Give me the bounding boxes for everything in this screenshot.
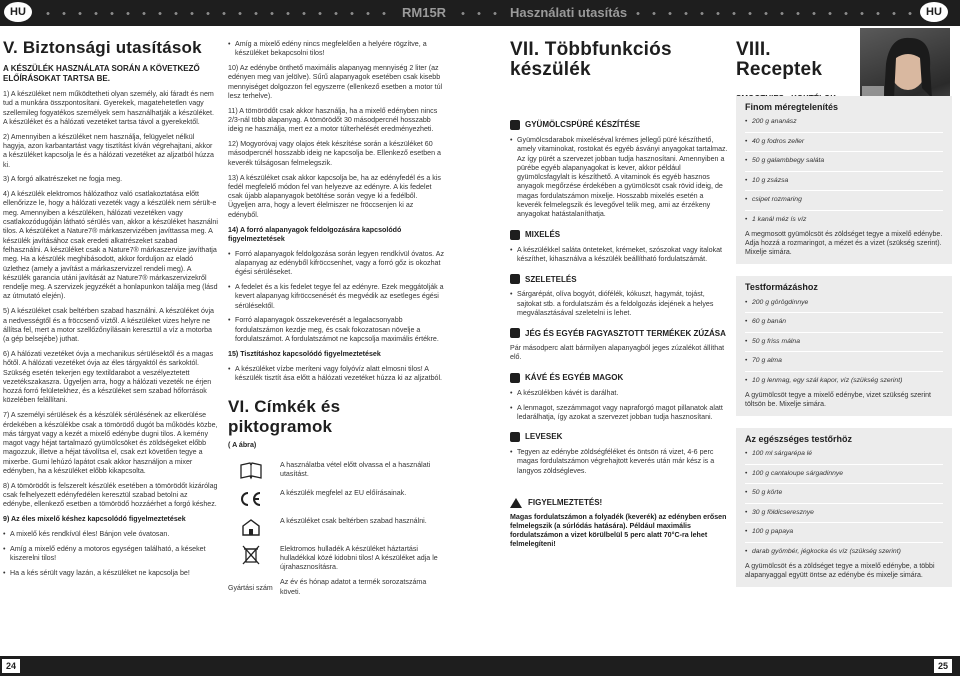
model-name: RM15R <box>402 5 447 20</box>
hot-food-heading: 14) A forró alapanyagok feldolgozására kapcsolódó figyelmeztetések <box>228 225 402 243</box>
warning-text: Magas fordulatszámon a folyadék (keverék) az edényben erősen felmelegszik (a súrlódás hatására). Például maximális fordulatszámon a vizet körülbelül 5 perc alatt 70°C-ra lehet felmelegíteni! <box>510 512 727 549</box>
ingredient: • 40 g fodros zeller <box>745 138 943 153</box>
section-heading <box>510 230 728 240</box>
section-heading <box>510 120 728 130</box>
section-item: • Gyümölcsdarabok mixeléséval krémes jellegű püré készíthető, amely vitaminokat, rostokat és egyéb ásványi anyagokat tartalmaz. Az így pürét a szervezet jobban tudja hasznosítani. Amennyiben a pürébe egyéb alapanyagokat is kever, akkor például gyümölcsfagylalt is készíthető. A vitaminok és egyéb hasznos anyagok megőrzése érdekében a gyümölcsöt csak rövid ideig, de magas fordulatszámon mixelje. Hosszabb mixelés esetén a keverék felmelegszik és levegővel telik meg, ami az érzékeny anyagokat hatástalaníthatja. <box>510 136 728 220</box>
functions-title: VII. Többfunkciós készülék <box>510 39 672 80</box>
ce-mark-icon <box>228 489 274 509</box>
safety-rule: 13) A készüléket csak akkor kapcsolja be, ha az edényfedél és a kis fedél megfelelő módon fel van helyezve az edényre. A kis fedelet csak újabb alapanyagok betöltése során vegye ki a fedélből. Ügyeljen arra, hogy a levert élelmiszer ne fröccsenjen ki az edényből. <box>228 173 441 219</box>
thumbs-up-icon <box>510 230 520 240</box>
page-number-left: 24 <box>2 659 20 673</box>
language-badge-right: HU <box>920 2 948 22</box>
indoor-icon <box>228 517 274 537</box>
ingredient: • darab gyömbér, jégkocka és víz (szükség szerint) <box>745 548 943 557</box>
page-number-right: 25 <box>934 659 952 673</box>
safety-rule: 8) A tömörödőt is felszerelt készülék esetében a tömörödőt kizárólag csak felhelyezett edényfedélen keresztül szabad betolni az edénybe, ellenkező esetben a tömörödő hozzáérhet a forgó késhez. <box>3 481 218 509</box>
recipe-description: A gyümölcsöt tegye a mixelő edénybe, vizet szükség szerint töltsön be. Mixelje simára. <box>745 392 931 409</box>
thumbs-up-icon <box>510 328 520 338</box>
cleaning-heading: 15) Tisztításhoz kapcsolódó figyelmeztetések <box>228 349 381 358</box>
blade-warning-heading: 9) Az éles mixelő késhez kapcsolódó figyelmeztetések <box>3 515 186 524</box>
section-item: • A lenmagot, szezámmagot vagy napraforgó magot pillanatok alatt ledarálhatja, így azokat a szervezet jobban tudja hasznosítani. <box>510 404 728 423</box>
picto-row <box>228 489 446 511</box>
safety-subtitle: A KÉSZÜLÉK HASZNÁLATA SORÁN A KÖVETKEZŐ ELŐÍRÁSOKAT TARTSA BE. <box>3 64 200 83</box>
safety-rule: 12) Mogyoróvaj vagy olajos étek készítése során a készüléket 60 másodpercnél hosszabb ideig ne kapcsolja be. Ellenkező esetben a keverék túlságosan felmelegszik. <box>228 140 441 167</box>
ingredient: • 70 g alma <box>745 357 943 372</box>
recipe-name: Testformázáshoz <box>745 282 818 293</box>
recipe-card <box>736 96 952 264</box>
ingredient: • 50 g galambbegy saláta <box>745 157 943 172</box>
safety-rule: 4) A készülék elektromos hálózathoz való csatlakoztatása előtt ellenőrizze le, hogy a hálózati vezeték vagy a készülék nem sérült-e meg. Amennyiben a készüléken, hálózati vezetéken vagy csatlakozódugóján látható sérülés van, akkor a készüléket használni tilos. A készüléket a Nature7® márkaszervizében javíttassa meg. A készülék javításához csak eredeti alkatrészeket szabad felhasználni. A készüléket csak a Nature7® márkaszervize javíthatja meg. Ha a készülék meghibásodott, akkor forduljon az eladó üzlethez (amely a javítást a márkaszervizzel rendeli meg). A készülék garancia utáni javítását az Nature7® márkaszervizekről rendelje meg. A szervizek jegyzékét a honlapunkon találja meg (lásd az útmutató elején). <box>3 190 218 301</box>
safety-column-2 <box>228 40 446 606</box>
safety-rule: 5) A készüléket csak beltérben szabad használni. A készüléket óvja a nedvességtől és a fröccsenő víztől. A készüléket vizes helyre ne állítsa fel, mert a motor szellőzőnyílásain keresztül a víz a motorba (a gép belsejébe) juthat. <box>3 307 214 344</box>
section-heading <box>510 373 728 383</box>
picto-row <box>228 545 446 573</box>
picto-row <box>228 461 446 483</box>
picto-text: A készüléket csak beltérben szabad használni. <box>280 516 427 525</box>
section-heading-text: LEVESEK <box>525 432 563 442</box>
section-heading-text: KÁVÉ ÉS EGYÉB MAGOK <box>525 373 624 383</box>
warning-heading-text: FIGYELMEZTETÉS! <box>528 497 603 507</box>
section-item: • Tegyen az edénybe zöldségféléket és öntsön rá vizet, 4-6 perc magas fordulatszámon végrehajtott keverés után már kész is a langyos zöldségleves. <box>510 448 728 476</box>
header-dots-left <box>40 12 395 15</box>
section-heading <box>510 432 728 442</box>
book-icon <box>228 461 274 481</box>
ingredient: • 200 g ananász <box>745 118 943 133</box>
thumbs-up-icon <box>510 120 520 130</box>
ingredient: • 100 g cantaloupe sárgadinnye <box>745 470 943 485</box>
safety-rule: 11) A tömörödőt csak akkor használja, ha a mixelő edényben nincs 2/3-nál több alapanyag. A tömörödőt 30 másodpercnél hosszabb ideig ne használja, mert ez a motor túlterhelését eredményezheti. <box>228 106 438 134</box>
picto-text: A használatba vétel előtt olvassa el a használati utasítást. <box>280 460 431 478</box>
ingredient: • 10 g zsázsa <box>745 177 943 192</box>
picto-text: Elektromos hulladék A készüléket háztartási hulladékkal közé kidobni tilos! A készüléket adja le újrahasznosításra. <box>280 544 438 572</box>
picto-row <box>228 517 446 539</box>
figure-reference: ( A ábra) <box>228 441 257 450</box>
safety-rule: 7) A személyi sérülések és a készülék sérülésének az elkerülése érdekében a készülékbe csak a tömörödő dugót ba működés közbe, más tárgyat vagy a kezét a mixelő edénybe dugni tilos. A kemény magot vagy héjat tartalmazó gyümölcsöket és zöldségeket előbb magozzuk, illetve a héjat távolítsa el, csak ezt követően tegye a mixerbe. Gumi lehúzó lapátot csak akkor használjon a mixer edényben, ha a készüléket előbb kikapcsolta. <box>3 411 218 475</box>
warning-heading <box>510 498 728 508</box>
safety-rule: 1) A készüléket nem működtetheti olyan személy, aki fáradt és nem tud a munkára összpontosítani. Gyerekek, magatehetetlen vagy szellemileg fogyatékos személyek sem használhatják a készüléket. A készüléket és a hálózati vezetéket tartsa távol a gyerekektől. <box>3 90 214 126</box>
section-heading <box>510 328 728 338</box>
safety-rule: 6) A hálózati vezetéket óvja a mechanikus sérülésektől és a magas hőtől. A hálózati vezetéket óvja az éles tárgyaktól és sarkoktól. Szükség esetén tekerjen egy textildarabot a veszélyeztetett vezetékszakaszra. Ügyeljen arra, hogy a hálózati vezeték ne érjen hozzá forró felületekhez, és a készüléket sem szabad hőforrások közelében felállítani. <box>3 349 214 405</box>
picto-row <box>228 578 446 600</box>
ingredient: • 50 g friss málna <box>745 338 943 353</box>
warning-icon <box>510 498 522 508</box>
labels-title: VI. Címkék és piktogramok <box>228 397 341 437</box>
recipe-description: A gyümölcsöt és a zöldséget tegye a mixelő edénybe, a többi alapanyaggal együtt öntse az edénybe és mixelje simára. <box>745 563 935 580</box>
ingredient: • csipet rozmaring <box>745 196 943 211</box>
recipe-name: Finom méregtelenítés <box>745 102 839 112</box>
hot-food-item: • Forró alapanyagok feldolgozása során legyen rendkívül óvatos. Az alapanyag az edényből kifröccsenhet, vagy a forró gőz is okozhat égési sérüléseket. <box>228 250 446 278</box>
safety-rule: 2) Amennyiben a készüléket nem használja, felügyelet nélkül hagyja, azon karbantartást vagy tisztítást kíván végrehajtani, akkor a készüléket kapcsolja le és a hálózati vezetéket az aljzatból húzza ki. <box>3 132 214 169</box>
safety-column <box>3 38 218 584</box>
manual-title: Használati utasítás <box>510 5 628 20</box>
lock-warning: • Amíg a mixelő edény nincs megfelelően a helyére rögzítve, a készüléket bekapcsolni tilos! <box>228 40 446 59</box>
page-header <box>0 0 960 26</box>
ingredient: • 100 g papaya <box>745 528 943 543</box>
recipe-description: A megmosott gyümölcsöt és zöldséget tegye a mixelő edénybe. Adja hozzá a rozmaringot, a mézet és a vizet (szükség szerint). Mixelje simára. <box>745 231 943 257</box>
hot-food-item: • Forró alapanyagok összekeverését a legalacsonyabb fordulatszámon kezdje meg, és csak fokozatosan növelje a fordulatszámot. A fordulatszámot ne kapcsolja maximális értékre. <box>228 316 446 344</box>
section-heading-text: MIXELÉS <box>525 230 561 240</box>
blade-warning-item: • A mixelő kés rendkívül éles! Bánjon vele óvatosan. <box>3 530 218 539</box>
blade-warning-item: • Amíg a mixelő edény a motoros egységen található, a késeket kiszerelni tilos! <box>3 545 218 564</box>
picto-text: A készülék megfelel az EU előírásainak. <box>280 488 407 497</box>
ingredient: • 1 kanál méz ís víz <box>745 216 943 225</box>
recipe-card <box>736 428 952 587</box>
hot-food-item: • A fedelet és a kis fedelet tegye fel az edényre. Ezek meggátolják a kevert alapanyag kifröccsenését és megvédik az esetleges égési sérülésektől. <box>228 283 446 311</box>
ingredient: • 10 g lenmag, egy szál kapor, víz (szükség szerint) <box>745 377 943 386</box>
recycle-bin-icon <box>228 545 274 565</box>
section-item: • Sárgarépát, olíva bogyót, diófélék, kókuszt, hagymát, tojást, sajtokat stb. a fordulatszám és a feldolgozás idejének a helyes megválasztásával szeletelni is lehet. <box>510 290 728 318</box>
functions-column <box>510 40 728 555</box>
header-dots-mid <box>455 12 500 15</box>
ingredient: • 100 ml sárgarépa lé <box>745 450 943 465</box>
recipe-name: Az egészséges testőrhöz <box>745 434 853 445</box>
section-item: • A készülékben kávét is darálhat. <box>510 389 728 398</box>
safety-rule: 3) A forgó alkatrészeket ne fogja meg. <box>3 175 123 184</box>
cleaning-item: • A készüléket vízbe meríteni vagy folyóvíz alatt elmosni tilos! A készülék tisztít ása előtt a hálózati vezetéket húzza ki az aljzatból. <box>228 365 446 384</box>
section-item: Pár másodperc alatt bármilyen alapanyagból jeges zúzalékot állíthat elő. <box>510 344 725 362</box>
recipes-title: VIII. Receptek <box>736 39 823 80</box>
production-number-label: Gyártási szám <box>228 584 273 592</box>
thumbs-up-icon <box>510 432 520 442</box>
section-heading <box>510 274 728 284</box>
thumbs-up-icon <box>510 274 520 284</box>
section-heading-text: GYÜMÖLCSPÜRÉ KÉSZÍTÉSE <box>525 120 641 130</box>
ingredient: • 30 g földicseresznye <box>745 509 943 524</box>
ingredient: • 200 g görögdinnye <box>745 299 943 314</box>
section-item: • A készülékkel saláta önteteket, krémeket, szószokat vagy italokat készíthet, kihasználva a készülék beállítható fordulatszámát. <box>510 246 728 265</box>
blade-warning-item: • Ha a kés sérült vagy lazán, a készüléket ne kapcsolja be! <box>3 569 218 578</box>
thumbs-up-icon <box>510 373 520 383</box>
safety-rule: 10) Az edénybe önthető maximális alapanyag mennyiség 2 liter (az edényen meg van jelölve). Sűrű alapanyagok esetében csak kisebb mennyiséget dolgozzon fel egyszerre (ellenkező esetben a motor túl lesz terhelve). <box>228 64 443 100</box>
header-dots-right <box>630 12 915 15</box>
ingredient: • 50 g körte <box>745 489 943 504</box>
recipe-list <box>736 96 952 599</box>
section-heading-text: SZELETELÉS <box>525 274 577 284</box>
section-heading-text: JÉG ÉS EGYÉB FAGYASZTOTT TERMÉKEK ZÚZÁSA <box>525 328 726 338</box>
recipe-card <box>736 276 952 416</box>
picto-text: Az év és hónap adatot a termék sorozatszáma követi. <box>280 578 427 596</box>
safety-title: V. Biztonsági utasítások <box>3 38 202 57</box>
ingredient: • 60 g banán <box>745 318 943 333</box>
language-badge-left: HU <box>4 2 32 22</box>
page-footer <box>0 656 960 676</box>
